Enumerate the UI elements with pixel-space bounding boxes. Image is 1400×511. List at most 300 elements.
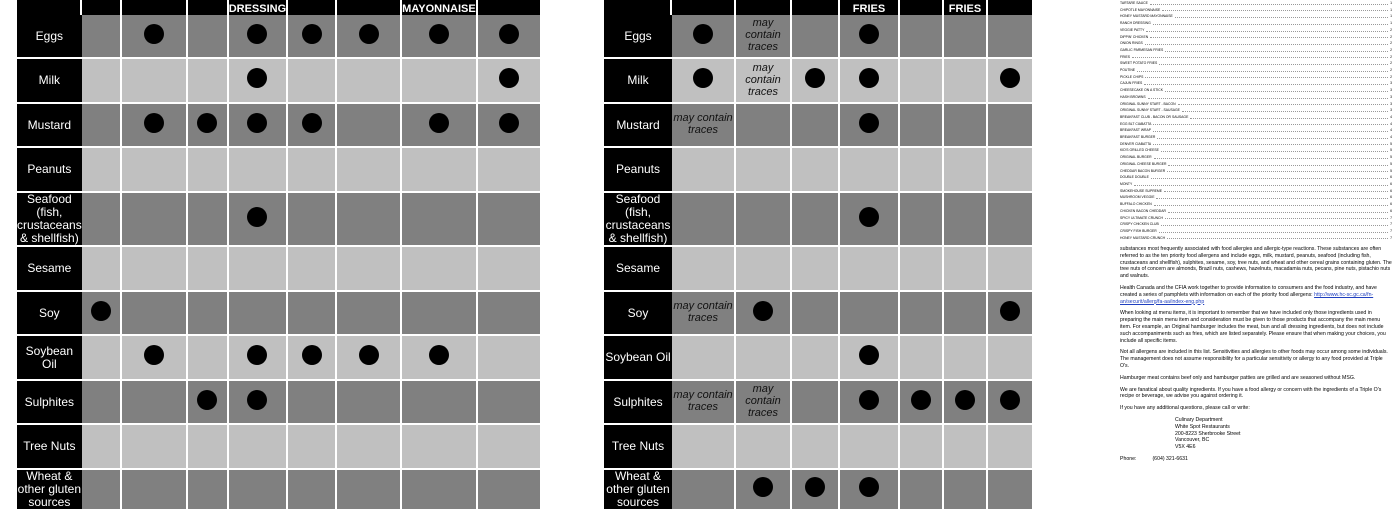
toc-entry-name: SMOKEHOUSE SUPREME <box>1120 188 1163 193</box>
header-row <box>604 0 1034 15</box>
toc-entry-name: EGG BLT CIABATTA <box>1120 121 1152 126</box>
allergen-cell <box>337 59 402 104</box>
toc-entry-name: SWEET POTATO FRIES <box>1120 61 1158 66</box>
allergen-cell <box>792 247 840 292</box>
toc-entry-page: 5 <box>1390 148 1392 153</box>
allergen-cell <box>792 59 840 104</box>
allergen-cell <box>188 470 229 511</box>
toc-entry <box>1120 107 1392 114</box>
allergen-row <box>604 425 1034 470</box>
allergen-cell <box>188 247 229 292</box>
toc-entry <box>1120 228 1392 235</box>
toc-entry <box>1120 0 1392 7</box>
allergen-cell <box>988 470 1034 511</box>
toc-entry-name: PICKLE CHIPS <box>1120 74 1144 79</box>
allergen-cell <box>122 104 188 148</box>
toc-leader <box>1168 161 1388 166</box>
allergen-cell <box>672 59 736 104</box>
toc-entry-page: 6 <box>1390 181 1392 186</box>
column-header <box>17 0 82 15</box>
allergen-cell <box>792 470 840 511</box>
may-contain-traces-note: may contain traces <box>673 300 733 324</box>
toc-entry <box>1120 121 1392 128</box>
allergen-cell <box>900 193 944 247</box>
allergen-row <box>17 336 542 381</box>
contains-dot-icon <box>1000 68 1020 88</box>
allergen-row <box>17 59 542 104</box>
contains-dot-icon <box>693 24 713 44</box>
allergen-cell <box>944 15 988 59</box>
allergen-cell <box>944 336 988 381</box>
toc-entry-page: 1 <box>1390 14 1392 19</box>
toc-entry-page: 6 <box>1390 202 1392 207</box>
toc-entry-name: MUSHROOM VEGGIE <box>1120 195 1155 200</box>
allergen-cell <box>900 292 944 336</box>
allergen-cell <box>337 104 402 148</box>
toc-entry-name: SPICY ULTIMATE CRUNCH <box>1120 215 1163 220</box>
allergen-cell <box>988 104 1034 148</box>
allergen-row <box>604 336 1034 381</box>
toc-leader <box>1161 221 1388 226</box>
allergen-row <box>604 381 1034 425</box>
allergen-cell <box>82 59 122 104</box>
toc-leader <box>1153 141 1388 146</box>
contains-dot-icon <box>859 477 879 497</box>
contains-dot-icon <box>302 24 322 44</box>
allergen-cell <box>288 470 337 511</box>
toc-entry-page: 3 <box>1390 88 1392 93</box>
allergen-cell <box>402 15 478 59</box>
allergen-cell <box>122 292 188 336</box>
toc-leader <box>1175 13 1388 18</box>
allergen-cell <box>840 247 900 292</box>
contains-dot-icon <box>499 68 519 88</box>
allergen-label: Wheat & other gluten sources <box>17 469 82 509</box>
toc-entry-name: POUTINE <box>1120 68 1136 73</box>
allergen-cell <box>82 193 122 247</box>
allergen-cell <box>792 15 840 59</box>
toc-leader <box>1137 67 1388 72</box>
allergen-label: Tree Nuts <box>17 425 82 470</box>
toc-entry-page: 3 <box>1390 94 1392 99</box>
allergen-cell <box>188 425 229 470</box>
contains-dot-icon <box>499 24 519 44</box>
toc-entry-page: 3 <box>1390 81 1392 86</box>
toc-entry-page: 6 <box>1390 195 1392 200</box>
toc-leader <box>1150 34 1388 39</box>
allergen-cell <box>736 193 792 247</box>
toc-leader <box>1167 235 1388 240</box>
toc-leader <box>1161 147 1388 152</box>
toc-entry-name: BREAKFAST WRAP <box>1120 128 1152 133</box>
allergen-cell <box>337 470 402 511</box>
contains-dot-icon <box>859 24 879 44</box>
toc-entry <box>1120 114 1392 121</box>
allergen-cell <box>944 104 988 148</box>
toc-entry <box>1120 161 1392 168</box>
toc-entry-page: 4 <box>1390 114 1392 119</box>
allergen-cell <box>736 336 792 381</box>
toc-leader <box>1165 215 1388 220</box>
allergen-cell <box>840 292 900 336</box>
health-canada-text: Health Canada and the CFIA work together to provide information to consumers and the food industry, and have created a series of pamphlets with information on each of the priority food allergens: <box>1120 284 1377 298</box>
allergen-document-page <box>1120 0 1392 463</box>
toc-entry-name: CHEDDAR BACON BURGER <box>1120 168 1166 173</box>
allergen-cell <box>288 104 337 148</box>
column-header: DRESSING <box>229 0 288 15</box>
toc-entry-name: RANCH DRESSING <box>1120 21 1151 26</box>
allergen-label: Soy <box>604 292 672 336</box>
allergen-cell <box>672 247 736 292</box>
allergen-row <box>17 247 542 292</box>
allergen-cell <box>840 193 900 247</box>
allergen-cell <box>988 193 1034 247</box>
toc-entry-name: DIPPIN' CHICKEN <box>1120 34 1149 39</box>
address-line: White Spot Restaurants <box>1175 423 1230 430</box>
allergen-cell <box>792 425 840 470</box>
health-canada-link[interactable]: http://www.hc-sc.gc.ca/fn-an/securit/allerg/fa-aa/index-eng.php <box>1120 291 1374 305</box>
column-header <box>478 0 542 15</box>
toc-entry <box>1120 101 1392 108</box>
contains-dot-icon <box>499 113 519 133</box>
toc-entry-name: CHICKEN BACON CHEDDAR <box>1120 208 1166 213</box>
allergen-cell <box>82 336 122 381</box>
toc-entry <box>1120 60 1392 67</box>
contains-dot-icon <box>429 345 449 365</box>
contains-dot-icon <box>359 345 379 365</box>
phone-row <box>1120 456 1392 463</box>
allergen-cell <box>736 381 792 425</box>
allergen-cell <box>122 15 188 59</box>
toc-entry-page: 6 <box>1390 208 1392 213</box>
allergen-cell <box>672 336 736 381</box>
toc-entry-page: 2 <box>1390 68 1392 73</box>
document-paragraph: When looking at menu items, it is important to remember that we have included only those ingredients used in preparing the main menu item and consideration must be given to those products that accompany the main menu item. For example, an Original hamburger includes the meat, bun and all dressing ingredients, but does not include such accompaniments such as fries, which are listed separately. Please ensure that when making your choices, you include all specific items. <box>1120 310 1386 344</box>
allergen-cell <box>82 425 122 470</box>
allergen-cell <box>122 336 188 381</box>
allergen-cell <box>944 247 988 292</box>
allergen-row <box>17 381 542 425</box>
contains-dot-icon <box>859 68 879 88</box>
contains-dot-icon <box>144 24 164 44</box>
allergen-cell <box>736 59 792 104</box>
allergen-cell <box>840 15 900 59</box>
mailing-address <box>1175 417 1392 451</box>
toc-entry-page: 5 <box>1390 141 1392 146</box>
contains-dot-icon <box>805 477 825 497</box>
toc-entry-page: 4 <box>1390 135 1392 140</box>
column-header <box>736 0 792 15</box>
toc-entry <box>1120 168 1392 175</box>
allergen-cell <box>736 425 792 470</box>
toc-entry <box>1120 27 1392 34</box>
allergen-cell <box>900 247 944 292</box>
column-header <box>792 0 840 15</box>
toc-entry-name: BREAKFAST BURGER <box>1120 135 1156 140</box>
allergen-cell <box>736 470 792 511</box>
allergen-cell <box>188 193 229 247</box>
contains-dot-icon <box>144 345 164 365</box>
document-paragraph: substances most frequently associated with food allergies and allergic-type reactions. These substances are often referred to as the ten priority food allergens and include eggs, milk, mustard, peanuts, seafood (including fish, crustaceans and shellfish), sulphites, sesame, soy, tree nuts, and wheat and other cereal grains containing gluten. The tree nuts of concern are almonds, Brazil nuts, cashews, hazelnuts, macadamia nuts, pecans, pine nuts, pistachio nuts and walnuts. <box>1120 246 1392 280</box>
allergen-cell <box>229 59 288 104</box>
toc-entry-name: ORIGINAL CHEESE BURGER <box>1120 161 1167 166</box>
allergen-cell <box>478 381 542 425</box>
phone-number: (604) 321-6631 <box>1152 455 1188 462</box>
toc-entry <box>1120 74 1392 81</box>
health-canada-paragraph <box>1120 285 1392 305</box>
allergen-cell <box>288 292 337 336</box>
may-contain-traces-note: may contain traces <box>745 61 781 98</box>
allergen-cell <box>288 336 337 381</box>
toc-entry-page: 2 <box>1390 41 1392 46</box>
toc-entry <box>1120 20 1392 27</box>
menu-item-index <box>1120 0 1392 246</box>
toc-entry <box>1120 188 1392 195</box>
column-header <box>672 0 736 15</box>
allergen-cell <box>229 104 288 148</box>
contains-dot-icon <box>1000 301 1020 321</box>
toc-leader <box>1134 181 1388 186</box>
allergen-cell <box>672 104 736 148</box>
toc-entry-page: 3 <box>1390 108 1392 113</box>
document-paragraph: Hamburger meat contains beef only and hamburger patties are grilled and are seasoned without MSG. <box>1120 374 1356 381</box>
allergen-cell <box>736 292 792 336</box>
allergen-row <box>17 470 542 511</box>
allergen-cell <box>944 292 988 336</box>
allergen-cell <box>337 425 402 470</box>
contains-dot-icon <box>197 390 217 410</box>
allergen-row <box>604 193 1034 247</box>
allergen-cell <box>792 292 840 336</box>
allergen-table-left <box>17 0 542 511</box>
toc-leader <box>1165 87 1388 92</box>
allergen-cell <box>402 470 478 511</box>
allergen-cell <box>672 15 736 59</box>
allergen-cell <box>402 247 478 292</box>
allergen-label: Peanuts <box>604 148 672 193</box>
allergen-cell <box>900 336 944 381</box>
contains-dot-icon <box>91 301 111 321</box>
allergen-cell <box>792 148 840 193</box>
toc-entry <box>1120 127 1392 134</box>
allergen-cell <box>337 247 402 292</box>
allergen-cell <box>337 292 402 336</box>
document-paragraph: If you have any additional questions, please call or write: <box>1120 405 1250 412</box>
allergen-cell <box>82 470 122 511</box>
toc-entry-page: 5 <box>1390 161 1392 166</box>
toc-entry-page: 6 <box>1390 188 1392 193</box>
toc-entry <box>1120 47 1392 54</box>
allergen-cell <box>478 336 542 381</box>
allergen-label: Wheat & other gluten sources <box>604 470 672 511</box>
allergen-row <box>604 59 1034 104</box>
allergen-row <box>17 104 542 148</box>
allergen-label: Sulphites <box>604 381 672 425</box>
contains-dot-icon <box>429 24 449 44</box>
allergen-label: Sesame <box>604 247 672 292</box>
allergen-cell <box>478 59 542 104</box>
allergen-cell <box>478 148 542 193</box>
document-paragraph: We are fanatical about quality ingredients. If you have a food allergy or concern with the ingredients of a Triple O's recipe or beverage, we advise you against ordering it. <box>1120 386 1382 400</box>
allergen-label: Peanuts <box>17 148 82 193</box>
allergen-label: Mustard <box>17 104 82 148</box>
column-header <box>288 0 337 15</box>
allergen-cell <box>900 148 944 193</box>
intro-paragraph-group <box>1120 246 1392 280</box>
allergen-cell <box>792 336 840 381</box>
toc-entry <box>1120 13 1392 20</box>
allergen-cell <box>337 148 402 193</box>
toc-entry-page: 2 <box>1390 61 1392 66</box>
contains-dot-icon <box>859 390 879 410</box>
address-line: Culinary Department <box>1175 416 1223 423</box>
allergen-row <box>604 247 1034 292</box>
allergen-cell <box>82 104 122 148</box>
toc-entry-page: 1 <box>1390 1 1392 5</box>
toc-entry-name: ORIGINAL SUNNY START - SAUSAGE <box>1120 108 1180 113</box>
toc-entry-name: VEGGIE PATTY <box>1120 27 1145 32</box>
column-header <box>337 0 402 15</box>
toc-entry-name: ONION RINGS <box>1120 41 1143 46</box>
allergen-cell <box>792 104 840 148</box>
toc-entry <box>1120 221 1392 228</box>
allergen-cell <box>840 425 900 470</box>
allergen-label: Milk <box>604 59 672 104</box>
toc-entry-page: 7 <box>1390 215 1392 220</box>
allergen-cell <box>988 148 1034 193</box>
column-header <box>604 0 672 15</box>
allergen-cell <box>288 193 337 247</box>
toc-entry <box>1120 215 1392 222</box>
allergen-cell <box>82 292 122 336</box>
allergen-cell <box>288 15 337 59</box>
contains-dot-icon <box>302 345 322 365</box>
toc-entry-page: 2 <box>1390 54 1392 59</box>
contains-dot-icon <box>429 113 449 133</box>
toc-entry <box>1120 174 1392 181</box>
toc-leader <box>1145 74 1388 79</box>
allergen-cell <box>944 425 988 470</box>
allergen-cell <box>229 193 288 247</box>
toc-entry-page: 6 <box>1390 175 1392 180</box>
contains-dot-icon <box>247 24 267 44</box>
contains-dot-icon <box>247 113 267 133</box>
may-contain-traces-note: may contain traces <box>745 17 781 53</box>
toc-entry-page: 4 <box>1390 128 1392 133</box>
allergen-cell <box>478 193 542 247</box>
toc-entry-name: DENVER CIABATTA <box>1120 141 1152 146</box>
allergen-cell <box>736 15 792 59</box>
contains-dot-icon <box>859 345 879 365</box>
allergen-cell <box>122 425 188 470</box>
allergen-table-right <box>604 0 1034 511</box>
allergen-cell <box>672 425 736 470</box>
allergen-cell <box>402 425 478 470</box>
allergen-row <box>604 148 1034 193</box>
allergen-cell <box>402 59 478 104</box>
allergen-cell <box>736 104 792 148</box>
column-header: FRIES <box>944 0 988 15</box>
allergen-label: Mustard <box>604 104 672 148</box>
column-header <box>122 0 188 15</box>
allergen-cell <box>672 381 736 425</box>
contains-dot-icon <box>805 68 825 88</box>
contains-dot-icon <box>302 113 322 133</box>
allergen-cell <box>900 381 944 425</box>
toc-leader <box>1153 20 1388 25</box>
toc-entry-name: BREAKFAST CLUB - BACON OR SAUSAGE <box>1120 114 1189 119</box>
address-line: Vancouver, BC <box>1175 437 1210 444</box>
toc-entry <box>1120 134 1392 141</box>
allergen-cell <box>229 470 288 511</box>
allergen-cell <box>229 247 288 292</box>
allergen-label: Eggs <box>17 15 82 59</box>
allergen-cell <box>288 59 337 104</box>
allergen-label: Milk <box>17 59 82 104</box>
contains-dot-icon <box>144 113 164 133</box>
may-contain-traces-note: may contain traces <box>673 389 733 413</box>
allergen-cell <box>840 104 900 148</box>
contains-dot-icon <box>247 207 267 227</box>
contains-dot-icon <box>753 301 773 321</box>
allergen-cell <box>188 292 229 336</box>
toc-entry-name: HONEY MUSTARD MAYONNAISE <box>1120 14 1173 19</box>
allergen-cell <box>478 104 542 148</box>
allergen-cell <box>188 148 229 193</box>
allergen-cell <box>736 148 792 193</box>
toc-entry <box>1120 154 1392 161</box>
toc-leader <box>1146 27 1388 32</box>
toc-leader <box>1151 174 1388 179</box>
allergen-label: Seafood (fish, crustaceans & shellfish) <box>605 192 671 245</box>
allergen-cell <box>337 15 402 59</box>
allergen-cell <box>122 381 188 425</box>
allergen-cell <box>337 193 402 247</box>
contains-dot-icon <box>359 24 379 44</box>
toc-entry-page: 2 <box>1390 47 1392 52</box>
allergen-cell <box>122 148 188 193</box>
allergen-cell <box>337 381 402 425</box>
toc-leader <box>1157 134 1388 139</box>
toc-entry <box>1120 208 1392 215</box>
toc-entry-page: 4 <box>1390 121 1392 126</box>
contains-dot-icon <box>197 113 217 133</box>
toc-entry-name: HONEY MUSTARD CRUNCH <box>1120 235 1166 240</box>
allergen-cell <box>229 292 288 336</box>
allergen-cell <box>988 59 1034 104</box>
toc-entry <box>1120 201 1392 208</box>
toc-entry-page: 2 <box>1390 74 1392 79</box>
column-header <box>988 0 1034 15</box>
toc-entry-name: TARTARE SAUCE <box>1120 1 1148 5</box>
allergen-cell <box>672 148 736 193</box>
allergen-cell <box>188 59 229 104</box>
allergen-cell <box>478 425 542 470</box>
allergen-cell <box>229 336 288 381</box>
toc-entry-page: 7 <box>1390 228 1392 233</box>
toc-entry-name: CHIPOTLE MAYONNAISE <box>1120 7 1161 12</box>
allergen-cell <box>672 193 736 247</box>
toc-leader <box>1159 228 1388 233</box>
allergen-label: Soybean Oil <box>17 336 82 381</box>
allergen-cell <box>122 193 188 247</box>
allergen-label: Tree Nuts <box>604 425 672 470</box>
allergen-cell <box>288 148 337 193</box>
toc-leader <box>1148 94 1388 99</box>
allergen-cell <box>402 148 478 193</box>
allergen-cell <box>478 15 542 59</box>
toc-entry-name: DOUBLE DOUBLE <box>1120 175 1149 180</box>
